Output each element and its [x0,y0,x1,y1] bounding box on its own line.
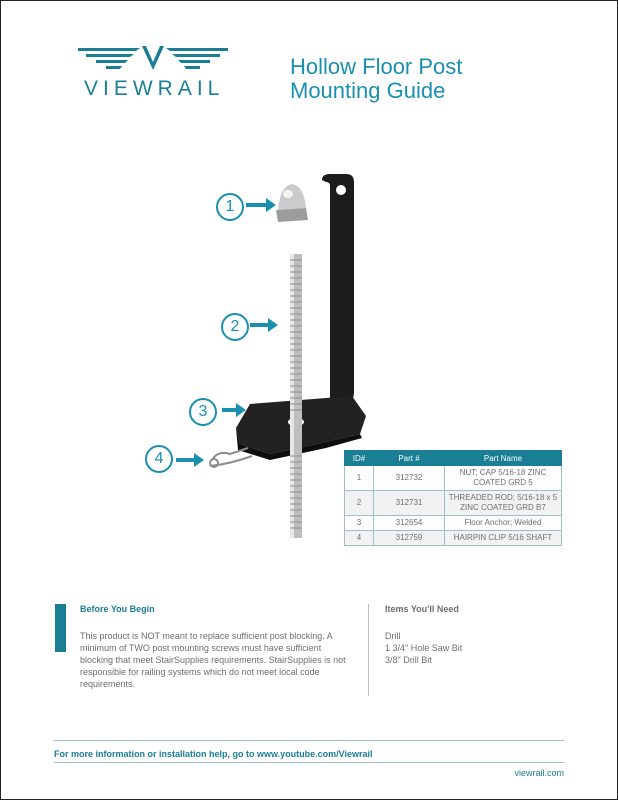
title-line-2: Mounting Guide [290,78,446,103]
cell-id: 2 [345,491,374,516]
list-item: Drill [385,631,401,641]
footer-rule-bottom [54,762,564,763]
brand-wordmark: VIEWRAIL [84,77,225,100]
column-header-part-number: Part # [374,451,445,466]
cell-part-number: 312731 [374,491,445,516]
cell-part-name: HAIRPIN CLIP 5/16 SHAFT [445,531,562,546]
callout-2: 2 [221,313,249,341]
title-line-1: Hollow Floor Post [290,54,463,79]
items-needed-heading: Items You'll Need [385,604,459,614]
items-needed-list [385,630,462,666]
cell-part-number: 312654 [374,516,445,531]
cell-part-name: NUT; CAP 5/16-18 ZINC COATED GRD 5 [445,466,562,491]
cell-part-name: Floor Anchor; Welded [445,516,562,531]
callout-1: 1 [216,193,244,221]
column-header-id: ID# [345,451,374,466]
list-item: 3/8" Drill Bit [385,655,432,665]
parts-table [344,450,562,546]
cell-part-number: 312759 [374,531,445,546]
cell-id: 1 [345,466,374,491]
footer-website-link[interactable]: viewrail.com [514,768,564,778]
parts-table-header [345,451,562,466]
table-row [345,516,562,531]
section-divider [368,604,369,696]
footer-rule-top [54,740,564,741]
callout-4: 4 [145,445,173,473]
cell-id: 4 [345,531,374,546]
cell-part-number: 312732 [374,466,445,491]
page-title [290,55,462,103]
before-you-begin-heading: Before You Begin [80,604,155,614]
callout-3: 3 [189,398,217,426]
before-you-begin-text: This product is NOT meant to replace sufficient post blocking. A minimum of TWO post mounting screws must have sufficient blocking that meet StairSupplies requirements. StairSupplies is not responsible for railing systems which do not meet local code requirements. [80,631,346,689]
cell-id: 3 [345,516,374,531]
table-row [345,491,562,516]
section-accent-bar [55,604,66,652]
column-header-part-name: Part Name [445,451,562,466]
footer-info-text: For more information or installation help, go to www.youtube.com/Viewrail [54,749,373,759]
table-row [345,466,562,491]
list-item: 1 3/4" Hole Saw Bit [385,643,463,653]
cap-nut [276,184,308,222]
threaded-rod [290,254,302,538]
table-row [345,531,562,546]
cell-part-name: THREADED ROD; 5/16-18 x 5 ZINC COATED GRD B7 [445,491,562,516]
